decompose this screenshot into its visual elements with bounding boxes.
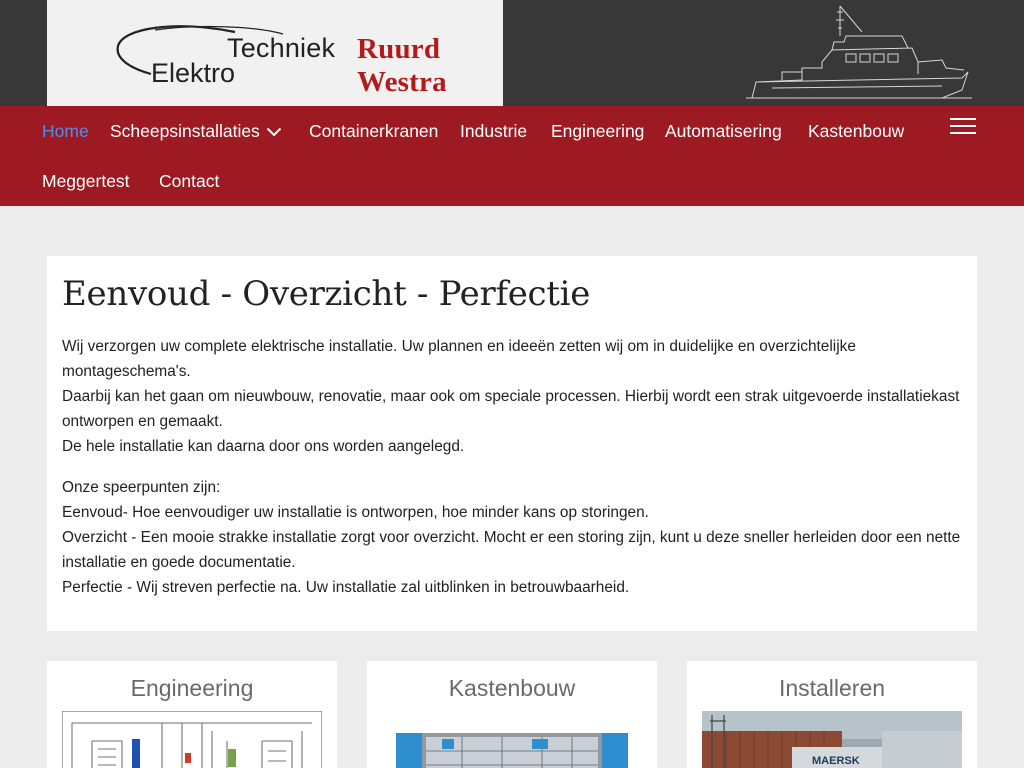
nav-industrie[interactable]: Industrie (460, 121, 528, 141)
card-installeren[interactable] (687, 661, 977, 768)
card-kastenbouw[interactable] (367, 661, 657, 768)
card-engineering[interactable] (47, 661, 337, 768)
nav-containerkranen[interactable]: Containerkranen (309, 121, 439, 141)
intro-paragraph (62, 334, 962, 459)
ship-drawing (742, 2, 976, 102)
intro-line: Wij verzorgen uw complete elektrische installatie. Uw plannen en ideeën zetten wij om in duidelijke en overzichtelijke montageschema's. (62, 338, 856, 380)
focus-points-paragraph (62, 475, 962, 600)
nav-kastenbouw[interactable]: Kastenbouw (808, 121, 905, 141)
intro-card (47, 256, 977, 631)
focus-line: Perfectie - Wij streven perfectie na. Uw installatie zal uitblinken in betrouwbaarheid. (62, 579, 630, 596)
page-title: Eenvoud - Overzicht - Perfectie (62, 274, 591, 314)
logo-brand-name: Ruurd Westra (357, 33, 447, 98)
site-logo[interactable] (47, 0, 503, 106)
cabinet-image (382, 711, 642, 768)
logo-text-techniek: Techniek (227, 33, 336, 63)
maersk-label: MAERSK (812, 755, 860, 767)
focus-line: Onze speerpunten zijn: (62, 479, 221, 496)
nav-scheepsinstallaties-label: Scheepsinstallaties (110, 121, 260, 141)
card-title: Kastenbouw (448, 675, 576, 701)
intro-line: De hele installatie kan daarna door ons worden aangelegd. (62, 438, 465, 455)
intro-text (62, 334, 962, 616)
chevron-down-icon (266, 127, 282, 137)
focus-line: Overzicht - Een mooie strakke installatie zorgt voor overzicht. Mocht er een storing zijn, kunt u deze sneller herleiden door een nette installatie en goede documentatie. (62, 529, 961, 571)
card-title: Installeren (778, 675, 886, 701)
main-nav (0, 106, 1024, 206)
nav-engineering[interactable]: Engineering (551, 121, 645, 141)
nav-scheepsinstallaties[interactable] (110, 121, 282, 141)
site-header (0, 0, 1024, 106)
installation-photo (702, 711, 962, 768)
nav-automatisering[interactable]: Automatisering (665, 121, 782, 141)
hamburger-icon[interactable] (950, 116, 978, 136)
intro-line: Daarbij kan het gaan om nieuwbouw, renovatie, maar ook om speciale processen. Hierbij wordt een strak uitgevoerde installatiekast ontworpen en gemaakt. (62, 388, 960, 430)
nav-meggertest[interactable]: Meggertest (42, 171, 130, 191)
focus-line: Eenvoud- Hoe eenvoudiger uw installatie is ontworpen, hoe minder kans op storingen. (62, 504, 649, 521)
nav-home[interactable]: Home (42, 121, 89, 141)
engineering-schematic-image (62, 711, 322, 768)
nav-contact[interactable]: Contact (159, 171, 220, 191)
card-title: Engineering (130, 675, 254, 701)
logo-text-elektro: Elektro (151, 58, 236, 88)
